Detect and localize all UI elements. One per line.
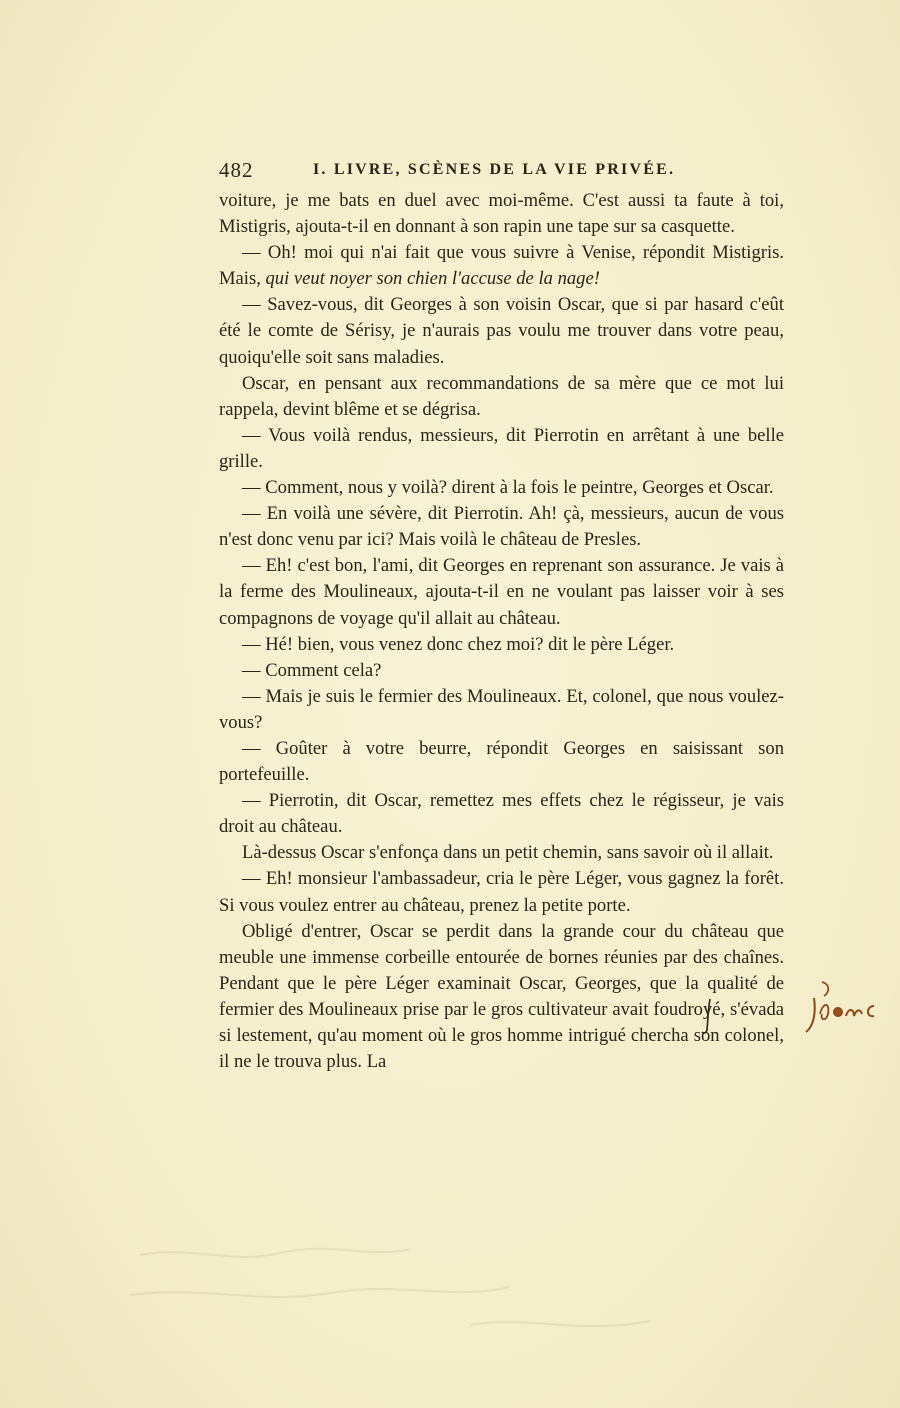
paragraph: Oscar, en pensant aux recommandations de sa mère que ce mot lui rappela, devint blême et se dégrisa.	[219, 372, 784, 420]
page-number: 482	[219, 158, 254, 182]
paragraph: — Mais je suis le fermier des Moulineaux. Et, colonel, que nous voulez-vous?	[219, 685, 784, 733]
paragraph: Là-dessus Oscar s'enfonça dans un petit chemin, sans savoir où il allait.	[242, 842, 774, 864]
paragraph	[219, 240, 784, 292]
page-header	[219, 158, 784, 188]
paragraph: — Savez-vous, dit Georges à son voisin Oscar, que si par hasard c'eût été le comte de Sérisy, je n'aurais pas voulu me trouver dans votre peau, quoiqu'elle soit sans maladies.	[219, 294, 784, 368]
italic-proverb: qui veut noyer son chien l'accuse de la nage!	[265, 268, 600, 290]
paragraph: — Eh! monsieur l'ambassadeur, cria le père Léger, vous gagnez la forêt. Si vous voulez entrer au château, prenez la petite porte.	[219, 868, 784, 916]
verso-show-through	[110, 1235, 730, 1375]
paragraph: — Eh! c'est bon, l'ami, dit Georges en reprenant son assurance. Je vais à la ferme des Moulineaux, ajouta-t-il en ne voulant pas laisser voir à ses compagnons de voyage qu'il allait au château.	[219, 555, 784, 629]
paragraph: — Comment cela?	[242, 659, 382, 681]
paragraph: — Vous voilà rendus, messieurs, dit Pierrotin en arrêtant à une belle grille.	[219, 424, 784, 472]
paragraph: voiture, je me bats en duel avec moi-même. C'est aussi ta faute à toi, Mistigris, ajouta-t-il en donnant à son rapin une tape sur sa casquette.	[219, 190, 784, 238]
paragraph: — En voilà une sévère, dit Pierrotin. Ah! çà, messieurs, aucun de vous n'est donc venu par ici? Mais voilà le château de Presles.	[219, 503, 784, 551]
body-text	[219, 188, 784, 1075]
handwritten-margin-note	[800, 970, 890, 1040]
paragraph: — Comment, nous y voilà? dirent à la fois le peintre, Georges et Oscar.	[242, 477, 774, 499]
running-head: I. LIVRE, SCÈNES DE LA VIE PRIVÉE.	[313, 161, 676, 178]
insertion-mark	[700, 996, 716, 1036]
paragraph-text: — Oh! moi qui n'ai fait que vous suivre à Venise, répondit Mistigris. Mais,	[219, 242, 784, 290]
paragraph: — Hé! bien, vous venez donc chez moi? dit le père Léger.	[242, 633, 675, 655]
paragraph: Obligé d'entrer, Oscar se perdit dans la grande cour du château que meuble une immense corbeille entourée de bornes réunies par des chaînes. Pendant que le père Léger examinait Oscar, Georges, que la qualité de fermier des Moulineaux prise par le gros cultivateur avait foudroyé, s'évada si lestement, qu'au moment où le gros homme intrigué chercha son colonel, il ne le trouva plus. La	[219, 920, 784, 1073]
paragraph: — Pierrotin, dit Oscar, remettez mes effets chez le régisseur, je vais droit au château.	[219, 790, 784, 838]
paragraph: — Goûter à votre beurre, répondit Georges en saisissant son portefeuille.	[219, 737, 784, 786]
